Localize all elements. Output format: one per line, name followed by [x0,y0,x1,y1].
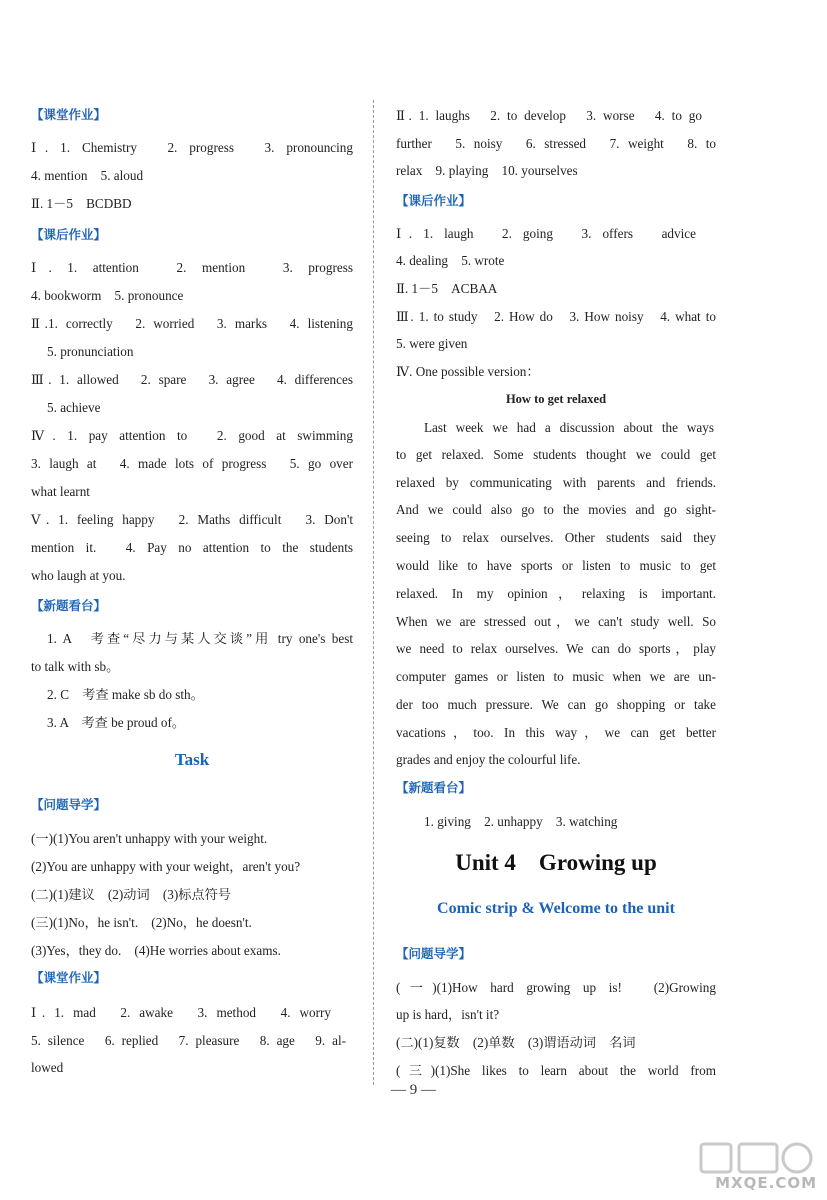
answer-line: (一)(1)You aren't unhappy with your weight. [31,831,268,846]
answer-line: Ⅲ. 1. allowed 2. spare 3. agree 4. differences [31,372,353,387]
answer-line: 4. bookworm 5. pronounce [31,288,184,303]
answer-line: to talk with sb。 [31,659,120,674]
answer-line: (二)(1)建议 (2)动词 (3)标点符号 [31,887,231,902]
essay-line: would like to have sports or listen to music to get [396,558,716,573]
answer-line: 3. A 考查 be proud of。 [47,715,186,730]
column-divider [373,100,374,1085]
answer-line: lowed [31,1060,64,1075]
task-title: Task [174,750,210,769]
answer-line: further 5. noisy 6. stressed 7. weight 8. to [396,136,716,151]
answer-line: 2. C 考查 make sb do sth。 [47,687,204,702]
essay-line: When we are stressed out，we can't study well. So [396,614,716,629]
answer-line: up is hard，isn't it? [396,1007,500,1022]
essay-line: we need to relax ourselves. We can do sports，play [396,641,716,656]
answer-line: what learnt [31,484,90,499]
essay-line: computer games or listen to music when we are un- [396,669,716,684]
essay-line: And we could also go to the movies and go sight- [396,502,716,517]
answer-line: (2)You are unhappy with your weight，aren't you? [31,859,301,874]
answer-line: 1. A 考查“尽力与某人交谈”用 try one's best [47,631,353,646]
section-heading: 【问题导学】 [396,946,472,961]
essay-line: vacations，too. In this way，we can get better [396,725,716,740]
answer-line: Ⅱ. 1－5 ACBAA [396,281,498,296]
answer-line: Ⅳ. One possible version： [396,364,540,379]
answer-line: (三)(1)No，he isn't. (2)No，he doesn't. [31,915,252,930]
section-heading: 【新题看台】 [396,780,472,795]
answer-line: (3)Yes，they do. (4)He worries about exams. [31,943,281,958]
essay-line: seeing to relax ourselves. Other students said they [396,530,716,545]
essay-title: How to get relaxed [505,392,607,406]
section-heading: 【新题看台】 [31,598,107,613]
answer-line: (二)(1)复数 (2)单数 (3)谓语动词 名词 [396,1035,636,1050]
watermark-text: MXQE.COM [715,1174,817,1192]
answer-line: Ⅱ.1. correctly 2. worried 3. marks 4. listening [31,316,353,331]
essay-line: grades and enjoy the colourful life. [396,752,581,767]
section-title: Comic strip & Welcome to the unit [437,900,675,917]
unit-title: Unit 4 Growing up [455,850,657,875]
answer-line: Ⅰ. 1. Chemistry 2. progress 3. pronouncing [31,140,353,155]
section-heading: 【课后作业】 [396,193,472,208]
section-heading: 【问题导学】 [31,797,107,812]
answer-line: Ⅰ. 1. attention 2. mention 3. progress [31,260,353,275]
section-heading: 【课堂作业】 [31,107,107,122]
answer-line: 4. mention 5. aloud [31,168,144,183]
essay-line: relaxed by communicating with parents and friends. [396,475,716,490]
answer-line: Ⅳ. 1. pay attention to 2. good at swimming [31,428,353,443]
section-heading: 【课后作业】 [31,227,107,242]
answer-line: 3. laugh at 4. made lots of progress 5. go over [31,456,353,471]
answer-line: mention it. 4. Pay no attention to the students [31,540,353,555]
essay-line: to get relaxed. Some students thought we could get [396,447,716,462]
answer-line: 4. dealing 5. wrote [396,253,505,268]
answer-line: Ⅰ. 1. mad 2. awake 3. method 4. worry [31,1005,331,1020]
essay-line: relaxed. In my opinion，relaxing is important. [396,586,716,601]
section-heading: 【课堂作业】 [31,970,107,985]
answer-line: Ⅴ. 1. feeling happy 2. Maths difficult 3. Don't [31,512,353,527]
watermark-logo [697,1140,817,1192]
page-number: — 9 — [391,1082,436,1098]
answer-line: 5. silence 6. replied 7. pleasure 8. age 9. al- [31,1033,346,1048]
answer-line: 1. giving 2. unhappy 3. watching [424,814,618,829]
answer-line: (三)(1)She likes to learn about the world from [396,1063,716,1078]
answer-line: 5. pronunciation [47,344,134,359]
essay-line: der too much pressure. We can go shopping or take [396,697,716,712]
answer-line: relax 9. playing 10. yourselves [396,163,578,178]
answer-line: 5. were given [396,336,468,351]
answer-line: Ⅲ. 1. to study 2. How do 3. How noisy 4. what to [396,309,716,324]
essay-line: Last week we had a discussion about the ways [424,420,714,435]
answer-line: (一)(1)How hard growing up is! (2)Growing [396,980,716,995]
answer-line: who laugh at you. [31,568,126,583]
answer-line: Ⅱ. 1. laughs 2. to develop 3. worse 4. to go [396,108,702,123]
answer-line: Ⅰ. 1. laugh 2. going 3. offers advice [396,226,696,241]
answer-line: 5. achieve [47,400,101,415]
answer-line: Ⅱ. 1－5 BCDBD [31,196,132,211]
